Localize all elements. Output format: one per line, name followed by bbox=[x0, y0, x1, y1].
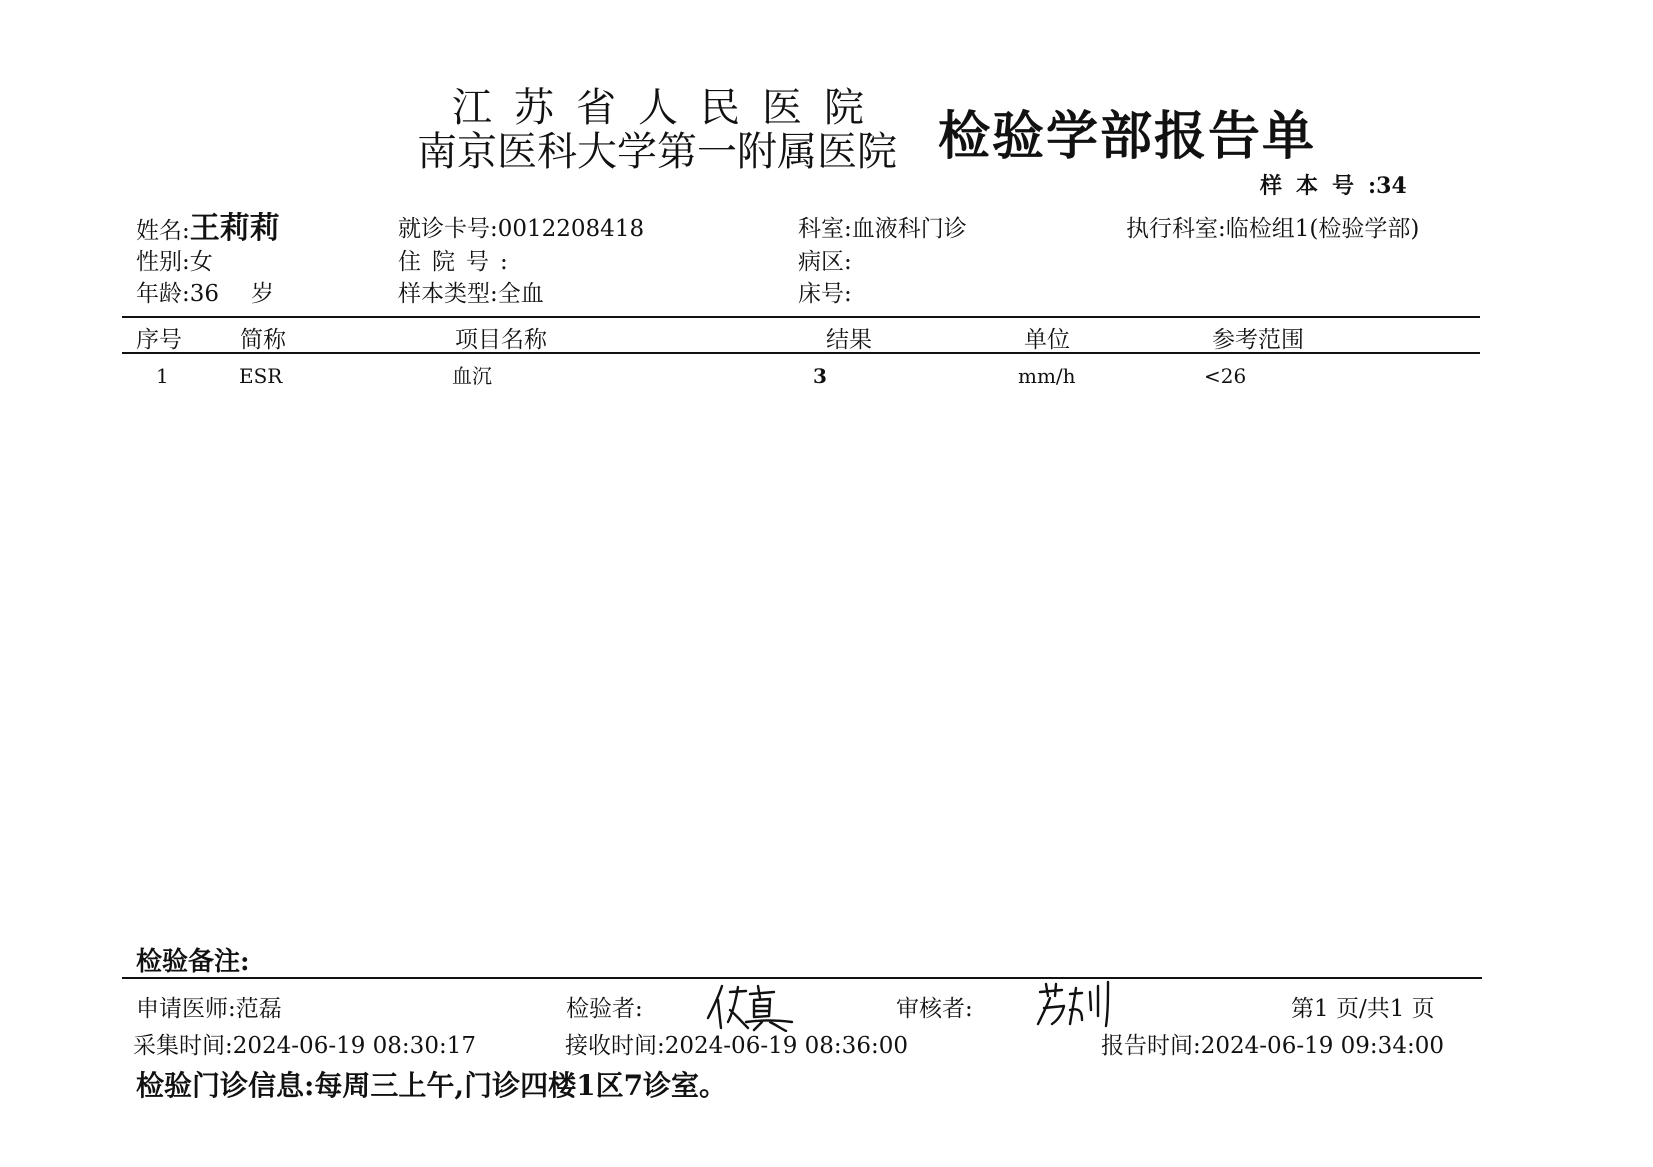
cell-result: 3 bbox=[813, 364, 827, 388]
receive-time-value: 2024-06-19 08:36:00 bbox=[664, 1033, 908, 1059]
executing-department-label: 执行科室: bbox=[1126, 216, 1226, 242]
card-number-value: 0012208418 bbox=[497, 216, 645, 242]
department-value: 血液科门诊 bbox=[851, 216, 967, 242]
cell-reference-range: <26 bbox=[1204, 364, 1247, 388]
table-top-rule bbox=[122, 316, 1480, 318]
cell-item-name: 血沉 bbox=[452, 364, 492, 388]
hospital-name-line1: 江苏省人民医院 bbox=[452, 85, 886, 131]
sample-number bbox=[1260, 172, 1407, 200]
receive-time-label: 接收时间: bbox=[565, 1033, 665, 1059]
patient-gender-label: 性别: bbox=[136, 249, 190, 275]
inpatient-number-sep: : bbox=[500, 249, 508, 275]
tester-signature bbox=[706, 982, 796, 1032]
inpatient-number bbox=[398, 247, 508, 277]
ward-label: 病区: bbox=[798, 249, 852, 275]
report-time bbox=[1101, 1031, 1444, 1061]
cell-index: 1 bbox=[156, 364, 169, 388]
requesting-doctor-value: 范磊 bbox=[235, 996, 282, 1022]
report-time-label: 报告时间: bbox=[1101, 1033, 1201, 1059]
footer-rule bbox=[122, 977, 1482, 979]
page-info: 第1 页/共1 页 bbox=[1291, 996, 1435, 1022]
department bbox=[798, 214, 967, 244]
patient-gender-value: 女 bbox=[189, 249, 213, 275]
col-header-unit: 单位 bbox=[1024, 327, 1070, 353]
inpatient-number-label: 住院号 bbox=[398, 249, 500, 275]
patient-name bbox=[136, 211, 280, 246]
card-number-label: 就诊卡号: bbox=[398, 216, 498, 242]
patient-gender bbox=[136, 247, 213, 277]
test-remark-label: 检验备注: bbox=[136, 947, 250, 977]
patient-age-unit: 岁 bbox=[251, 281, 275, 307]
hospital-name-line2: 南京医科大学第一附属医院 bbox=[417, 129, 897, 175]
patient-age-value: 36 bbox=[189, 281, 220, 307]
collection-time bbox=[133, 1031, 476, 1061]
patient-age bbox=[136, 279, 274, 309]
sample-number-label: 样本号 bbox=[1260, 173, 1369, 199]
collection-time-value: 2024-06-19 08:30:17 bbox=[232, 1033, 476, 1059]
ward bbox=[798, 247, 852, 277]
tester-label: 检验者: bbox=[566, 996, 643, 1022]
report-title: 检验学部报告单 bbox=[938, 106, 1317, 167]
table-header-rule bbox=[122, 352, 1480, 354]
patient-name-value: 王莉莉 bbox=[189, 211, 280, 246]
card-number bbox=[398, 214, 644, 244]
specimen-type-value: 全血 bbox=[497, 281, 544, 307]
patient-name-label: 姓名: bbox=[136, 218, 190, 244]
reviewer-label: 审核者: bbox=[896, 996, 973, 1022]
clinic-info: 检验门诊信息:每周三上午,门诊四楼1区7诊室。 bbox=[136, 1069, 728, 1102]
patient-age-label: 年龄: bbox=[136, 281, 190, 307]
requesting-doctor-label: 申请医师: bbox=[136, 996, 236, 1022]
reviewer-signature bbox=[1036, 980, 1116, 1028]
col-header-index: 序号 bbox=[136, 327, 182, 353]
collection-time-label: 采集时间: bbox=[133, 1033, 233, 1059]
executing-department-value: 临检组1(检验学部) bbox=[1225, 216, 1420, 242]
col-header-reference-range: 参考范围 bbox=[1212, 327, 1304, 353]
report-time-value: 2024-06-19 09:34:00 bbox=[1200, 1033, 1444, 1059]
specimen-type-label: 样本类型: bbox=[398, 281, 498, 307]
specimen-type bbox=[398, 279, 544, 309]
bed-number bbox=[798, 279, 852, 309]
sample-number-value: 34 bbox=[1376, 173, 1407, 199]
col-header-abbr: 简称 bbox=[240, 327, 286, 353]
cell-unit: mm/h bbox=[1018, 364, 1076, 388]
receive-time bbox=[565, 1031, 908, 1061]
col-header-item-name: 项目名称 bbox=[455, 327, 547, 353]
col-header-result: 结果 bbox=[826, 327, 872, 353]
sample-number-sep: : bbox=[1368, 173, 1377, 199]
bed-number-label: 床号: bbox=[798, 281, 852, 307]
executing-department bbox=[1126, 214, 1419, 244]
cell-abbr: ESR bbox=[239, 364, 283, 388]
department-label: 科室: bbox=[798, 216, 852, 242]
requesting-doctor bbox=[136, 994, 282, 1024]
